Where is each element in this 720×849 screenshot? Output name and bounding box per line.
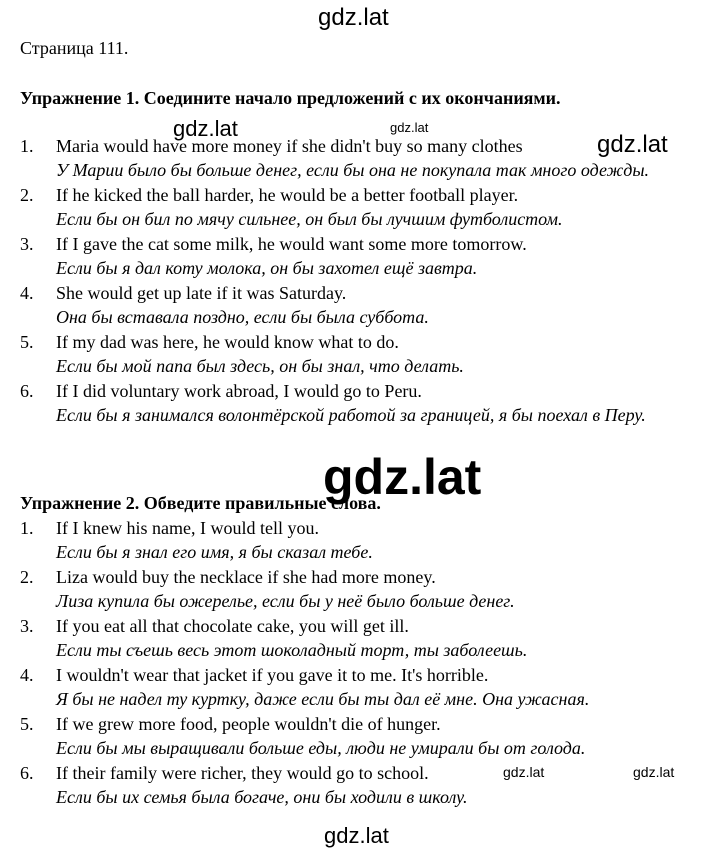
russian-translation: Если бы он бил по мячу сильнее, он был бы лучшим футболистом. xyxy=(56,209,563,229)
russian-translation: Она бы вставала поздно, если бы была суббота. xyxy=(56,307,429,327)
russian-translation: Если бы я дал коту молока, он бы захотел ещё завтра. xyxy=(56,258,478,278)
english-sentence: If I did voluntary work abroad, I would go to Peru. xyxy=(56,381,422,401)
english-sentence: Maria would have more money if she didn't buy so many clothes xyxy=(56,136,523,156)
russian-translation: Если бы я знал его имя, я бы сказал тебе. xyxy=(56,542,373,562)
watermark-line1-left: gdz.lat xyxy=(173,116,238,141)
item-number: 6. xyxy=(20,381,34,401)
russian-translation: Если бы я занимался волонтёрской работой за границей, я бы поехал в Перу. xyxy=(56,405,646,425)
russian-translation: Если ты съешь весь этот шоколадный торт, ты заболеешь. xyxy=(56,640,528,660)
english-sentence: If their family were richer, they would go to school. xyxy=(56,763,429,783)
russian-translation: Я бы не надел ту куртку, даже если бы ты дал её мне. Она ужасная. xyxy=(56,689,590,709)
exercise-1-list xyxy=(20,134,710,428)
list-item xyxy=(20,281,710,329)
watermark-center-big: gdz.lat xyxy=(323,449,482,505)
item-number: 1. xyxy=(20,136,34,156)
watermark-bottom-small-left: gdz.lat xyxy=(503,764,545,780)
item-number: 3. xyxy=(20,234,34,254)
exercise-2-heading: Упражнение 2. Обведите правильные слова. xyxy=(20,493,381,513)
list-item xyxy=(20,379,710,427)
item-number: 5. xyxy=(20,332,34,352)
page-label: Страница 111. xyxy=(20,38,129,58)
watermark-bottom: gdz.lat xyxy=(324,823,389,848)
watermark-top: gdz.lat xyxy=(318,4,389,31)
english-sentence: If I gave the cat some milk, he would want some more tomorrow. xyxy=(56,234,527,254)
watermark-line1-right: gdz.lat xyxy=(597,131,668,158)
list-item xyxy=(20,232,710,280)
english-sentence: If I knew his name, I would tell you. xyxy=(56,518,319,538)
item-number: 2. xyxy=(20,185,34,205)
list-item xyxy=(20,516,710,564)
item-number: 4. xyxy=(20,283,34,303)
item-number: 5. xyxy=(20,714,34,734)
russian-translation: Лиза купила бы ожерелье, если бы у неё было больше денег. xyxy=(56,591,515,611)
english-sentence: I wouldn't wear that jacket if you gave it to me. It's horrible. xyxy=(56,665,489,685)
list-item xyxy=(20,330,710,378)
english-sentence: Liza would buy the necklace if she had more money. xyxy=(56,567,436,587)
english-sentence: If my dad was here, he would know what to do. xyxy=(56,332,399,352)
russian-translation: Если бы мой папа был здесь, он бы знал, что делать. xyxy=(56,356,464,376)
watermark-bottom-small-right: gdz.lat xyxy=(633,764,675,780)
russian-translation: У Марии было бы больше денег, если бы она не покупала так много одежды. xyxy=(56,160,650,180)
list-item xyxy=(20,761,710,809)
english-sentence: If we grew more food, people wouldn't die of hunger. xyxy=(56,714,441,734)
list-item xyxy=(20,663,710,711)
item-number: 4. xyxy=(20,665,34,685)
english-sentence: If you eat all that chocolate cake, you will get ill. xyxy=(56,616,409,636)
list-item xyxy=(20,614,710,662)
item-number: 1. xyxy=(20,518,34,538)
list-item xyxy=(20,565,710,613)
watermark-line1-small: gdz.lat xyxy=(390,120,429,135)
item-number: 3. xyxy=(20,616,34,636)
english-sentence: She would get up late if it was Saturday. xyxy=(56,283,347,303)
russian-translation: Если бы мы выращивали больше еды, люди не умирали бы от голода. xyxy=(56,738,586,758)
english-sentence: If he kicked the ball harder, he would be a better football player. xyxy=(56,185,519,205)
list-item xyxy=(20,712,710,760)
russian-translation: Если бы их семья была богаче, они бы ходили в школу. xyxy=(56,787,468,807)
list-item xyxy=(20,183,710,231)
exercise-2-list xyxy=(20,516,710,810)
exercise-1-heading: Упражнение 1. Соедините начало предложений с их окончаниями. xyxy=(20,88,561,108)
item-number: 6. xyxy=(20,763,34,783)
item-number: 2. xyxy=(20,567,34,587)
